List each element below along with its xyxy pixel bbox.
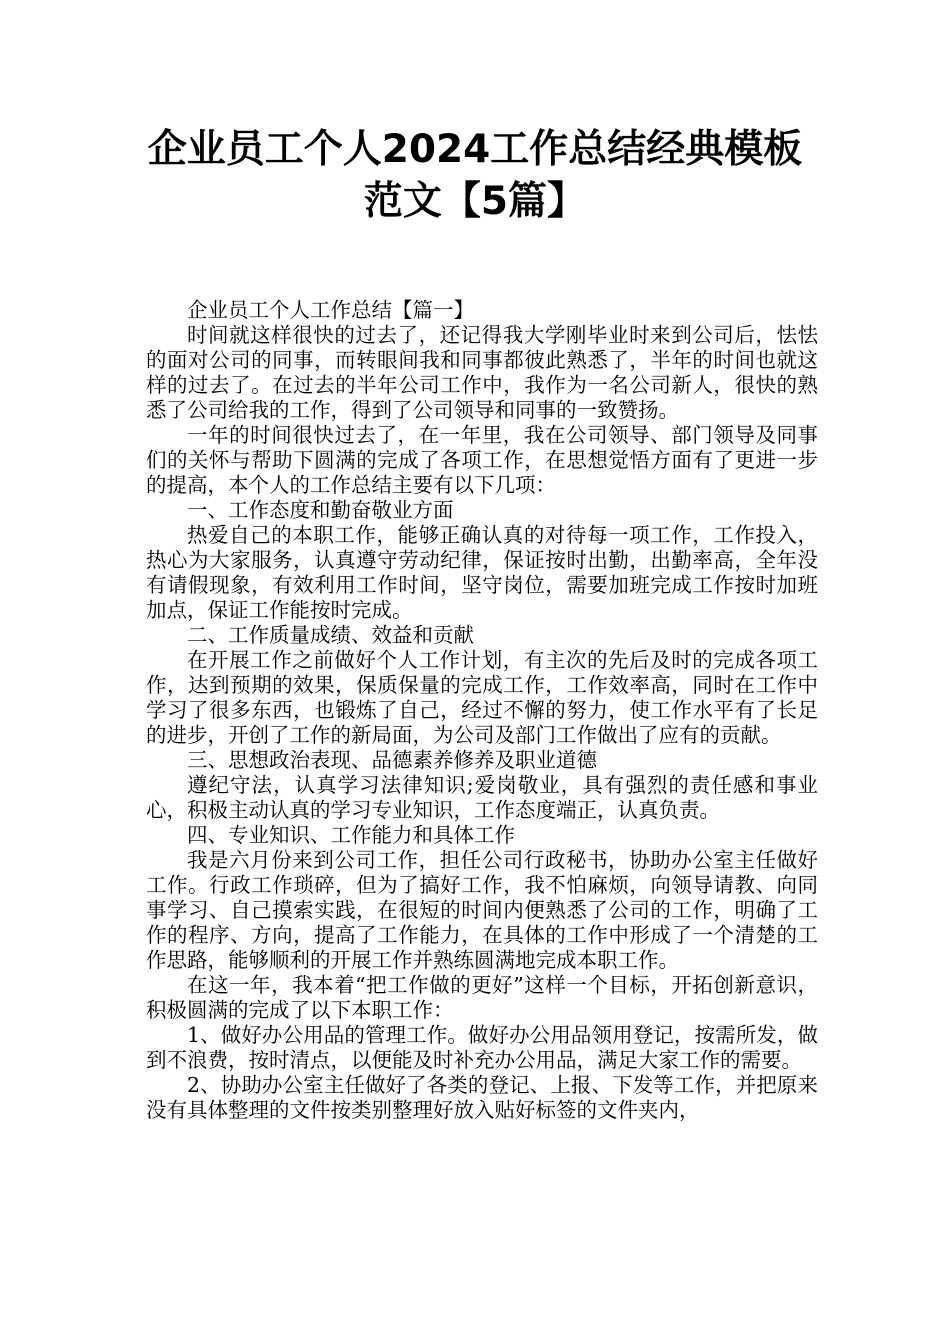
title-line-1: 企业员工个人2024工作总结经典模板 xyxy=(147,127,803,172)
section-heading: 一、工作态度和勤奋敬业方面 xyxy=(187,498,454,522)
body-paragraph: 我是六月份来到公司工作，担任公司行政秘书，协助办公室主任做好工作。行政工作琐碎，但为了搞好工作，我不怕麻烦，向领导请教、向同事学习、自己摸索实践，在很短的时间内便熟悉了公司的工作，明确了工作的程序、方向，提高了工作能力，在具体的工作中形成了一个清楚的工作思路，能够顺利的开展工作并熟练圆满地完成本职工作。 xyxy=(146,848,818,972)
section-heading: 二、工作质量成绩、效益和贡献 xyxy=(187,623,474,647)
document-title xyxy=(120,124,830,228)
list-item: 2、协助办公室主任做好了各类的登记、上报、下发等工作，并把原来没有具体整理的文件按类别整理好放入贴好标签的文件夹内， xyxy=(146,1073,818,1122)
section-heading: 四、专业知识、工作能力和具体工作 xyxy=(187,823,515,847)
body-paragraph: 在开展工作之前做好个人工作计划，有主次的先后及时的完成各项工作，达到预期的效果，保质保量的完成工作，工作效率高，同时在工作中学习了很多东西，也锻炼了自己，经过不懈的努力，使工作水平有了长足的进步，开创了工作的新局面，为公司及部门工作做出了应有的贡献。 xyxy=(146,648,818,747)
document-body xyxy=(146,298,818,1123)
body-paragraph: 在这一年，我本着“把工作做的更好”这样一个目标，开拓创新意识，积极圆满的完成了以下本职工作： xyxy=(146,973,818,1022)
list-item: 1、做好办公用品的管理工作。做好办公用品领用登记，按需所发，做到不浪费，按时清点，以便能及时补充办公用品，满足大家工作的需要。 xyxy=(146,1023,818,1072)
title-line-2: 范文【5篇】 xyxy=(363,179,587,224)
section-heading: 三、思想政治表现、品德素养修养及职业道德 xyxy=(187,748,597,772)
body-paragraph: 热爱自己的本职工作，能够正确认真的对待每一项工作，工作投入，热心为大家服务，认真遵守劳动纪律，保证按时出勤，出勤率高，全年没有请假现象，有效利用工作时间，坚守岗位，需要加班完成工作按时加班加点，保证工作能按时完成。 xyxy=(146,523,818,622)
body-paragraph: 一年的时间很快过去了，在一年里，我在公司领导、部门领导及同事们的关怀与帮助下圆满的完成了各项工作，在思想觉悟方面有了更进一步的提高，本个人的工作总结主要有以下几项： xyxy=(146,423,818,497)
body-paragraph: 遵纪守法，认真学习法律知识;爱岗敬业，具有强烈的责任感和事业心，积极主动认真的学习专业知识，工作态度端正，认真负责。 xyxy=(146,773,818,822)
body-paragraph: 时间就这样很快的过去了，还记得我大学刚毕业时来到公司后，怯怯的面对公司的同事，而转眼间我和同事都彼此熟悉了，半年的时间也就这样的过去了。在过去的半年公司工作中，我作为一名公司新人，很快的熟悉了公司给我的工作，得到了公司领导和同事的一致赞扬。 xyxy=(146,323,818,422)
section-heading-part-one: 企业员工个人工作总结【篇一】 xyxy=(187,298,474,322)
